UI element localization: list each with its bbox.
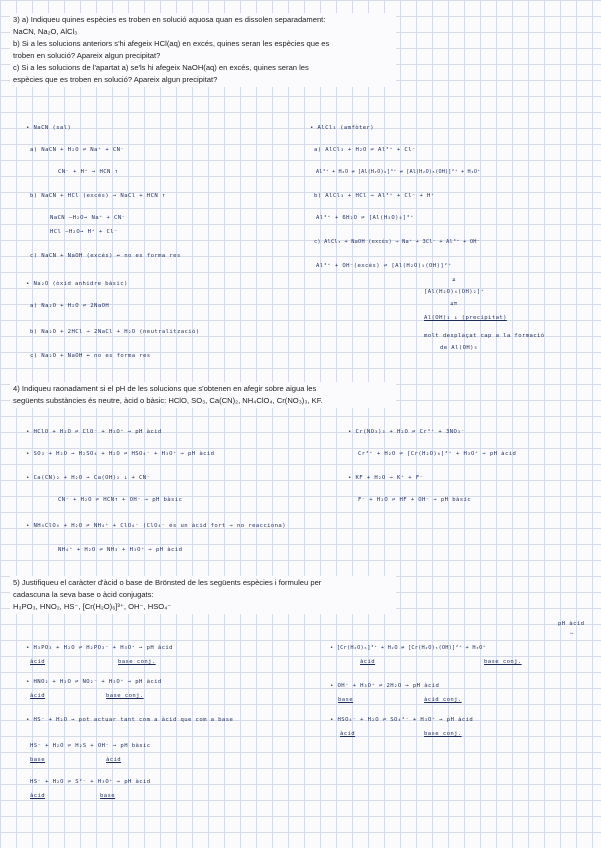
q3-line: espècies que es troben en solució? Apareix algun precipitat? xyxy=(13,75,218,84)
hw-line: molt desplaçat cap a la formació xyxy=(424,333,545,339)
hw-line: • Cr(NO₃)₃ + H₂O ⇌ Cr³⁺ + 3NO₃⁻ xyxy=(348,429,465,435)
hw-line: • OH⁻ + H₃O⁺ ⇌ 2H₂O ⇝ pH àcid xyxy=(330,683,440,689)
hw-line: pH àcid xyxy=(558,621,585,627)
hw-line: Al³⁺ + H₂O ⇌ [Al(H₂O)₆]³⁺ ⇌ [Al(H₂O)₅(OH)]²⁺ + H₃O⁺ xyxy=(316,169,481,175)
hw-label: àcid xyxy=(340,731,356,737)
q5-line: cadascuna la seva base o àcid conjugats: xyxy=(13,590,154,599)
hw-line: • HClO + H₂O ⇌ ClO⁻ + H₃O⁺ ⇝ pH àcid xyxy=(26,429,162,435)
hw-line: a) NaCN + H₂O ⇌ Na⁺ + CN⁻ xyxy=(30,147,125,153)
hw-label: base conj. xyxy=(424,731,462,737)
hw-line: b) AlCl₃ + HCl → Al³⁺ + Cl⁻ + H⁺ xyxy=(314,193,435,199)
hw-line: HCl —H₂O→ H⁺ + Cl⁻ xyxy=(50,229,118,235)
hw-line: • HSO₄⁻ + H₂O ⇌ SO₄²⁻ + H₃O⁺ ⇝ pH àcid xyxy=(330,717,474,723)
hw-label: àcid conj. xyxy=(424,697,462,703)
hw-line: b) Na₂O + 2HCl → 2NaCl + H₂O (neutralització) xyxy=(30,329,200,335)
q3-line: NaCN, Na₂O, AlCl₃ xyxy=(13,27,78,36)
hw-line: CN⁻ + H₂O ⇌ HCN↑ + OH⁻ ⇝ pH bàsic xyxy=(58,497,183,503)
hw-line: c) Na₂O + NaOH ↛ no es forma res xyxy=(30,353,151,359)
hw-label: base xyxy=(30,757,46,763)
hw-label: àcid xyxy=(360,659,376,665)
hw-line: a) AlCl₃ + H₂O ⇌ Al³⁺ + Cl⁻ xyxy=(314,147,416,153)
hw-line: NaCN —H₂O→ Na⁺ + CN⁻ xyxy=(50,215,126,221)
question-3 xyxy=(10,13,396,87)
hw-label: àcid xyxy=(30,693,46,699)
q5-line: 5) Justifiqueu el caràcter d'àcid o base de Brönsted de les següents espècies i formuleu per xyxy=(13,578,322,587)
hw-label: àcid xyxy=(30,659,46,665)
hw-line: a) Na₂O + H₂O ⇌ 2NaOH xyxy=(30,303,110,309)
hw-line: c) NaCN + NaOH (excés) ↛ no es forma res xyxy=(30,253,181,259)
hw-line: ∼ xyxy=(570,631,574,637)
hw-label: base conj. xyxy=(106,693,144,699)
hw-line: • HS⁻ + H₂O ⇝ pot actuar tant com a àcid que com a base xyxy=(26,717,234,723)
hw-line: Al(OH)₃ ↓ (precipitat) xyxy=(424,315,507,321)
hw-label: àcid xyxy=(106,757,122,763)
hw-line: Cr³⁺ + H₂O ⇌ [Cr(H₂O)₆]³⁺ + H₃O⁺ ⇝ pH àcid xyxy=(358,451,517,457)
q3-line: troben en solució? Apareix algun precipitat? xyxy=(13,51,161,60)
hw-line: F⁻ + H₂O ⇌ HF + OH⁻ ⇝ pH bàsic xyxy=(358,497,472,503)
hw-label: base conj. xyxy=(118,659,156,665)
q5-line: H₃PO₃, HNO₂, HS⁻, [Cr(H₂O)₆]³⁺, OH⁻, HSO₄⁻ xyxy=(13,602,172,611)
hw-line: • H₃PO₃ + H₂O ⇌ H₂PO₃⁻ + H₃O⁺ ⇝ pH àcid xyxy=(26,645,173,651)
hw-line: CN⁻ + H⁺ → HCN ↑ xyxy=(58,169,119,175)
hw-line: • Na₂O (òxid anhidre bàsic) xyxy=(26,281,128,287)
hw-line: • NaCN (sal) xyxy=(26,125,72,131)
hw-line: • HNO₂ + H₂O ⇌ NO₂⁻ + H₃O⁺ ⇝ pH àcid xyxy=(26,679,162,685)
hw-line: • [Cr(H₂O)₆]³⁺ + H₂O ⇌ [Cr(H₂O)₅(OH)]²⁺ + H₃O⁺ xyxy=(330,645,486,651)
q3-line: b) Si a les solucions anteriors s'hi afegeix HCl(aq) en excés, quines seran les espècies que es xyxy=(13,39,330,48)
hw-line: ⇊ xyxy=(452,277,456,283)
question-5 xyxy=(10,576,396,614)
hw-line: b) NaCN + HCl (excés) → NaCl + HCN ↑ xyxy=(30,193,166,199)
hw-line: HS⁻ + H₂O ⇌ S²⁻ + H₃O⁺ ⇝ pH àcid xyxy=(30,779,151,785)
hw-line: c) AlCl₃ + NaOH (excés) → Na⁺ + 3Cl⁻ + Al³⁺ + OH⁻ xyxy=(314,239,481,245)
hw-line: Al³⁺ + 6H₂O ⇌ [Al(H₂O)₆]³⁺ xyxy=(316,215,414,221)
hw-line: HS⁻ + H₂O ⇌ H₂S + OH⁻ ⇝ pH bàsic xyxy=(30,743,151,749)
hw-line: ⇊⇈ xyxy=(450,301,458,307)
q4-line: següents substàncies és neutre, àcid o bàsic: HClO, SO₃, Ca(CN)₂, NH₄ClO₄, Cr(NO₃)₃, KF. xyxy=(13,396,323,405)
hw-line: • NH₄ClO₄ + H₂O ⇌ NH₄⁺ + ClO₄⁻ (ClO₄⁻ és un àcid fort → no reacciona) xyxy=(26,523,286,529)
hw-line: • KF + H₂O → K⁺ + F⁻ xyxy=(348,475,424,481)
hw-line: • AlCl₃ (amfòter) xyxy=(310,125,375,131)
hw-label: base conj. xyxy=(484,659,522,665)
q3-line: 3) a) Indiqueu quines espècies es troben en solució aquosa quan es dissolen separadament: xyxy=(13,15,326,24)
hw-line: Al³⁺ + OH⁻(excés) ⇌ [Al(H₂O)₅(OH)]²⁺ xyxy=(316,263,452,269)
hw-line: • Ca(CN)₂ + H₂O → Ca(OH)₂ ↓ + CN⁻ xyxy=(26,475,151,481)
question-4 xyxy=(10,382,396,408)
hw-label: àcid xyxy=(30,793,46,799)
hw-line: de Al(OH)₃ xyxy=(440,345,478,351)
hw-label: base xyxy=(100,793,116,799)
hw-line: NH₄⁺ + H₂O ⇌ NH₃ + H₃O⁺ ⇝ pH àcid xyxy=(58,547,183,553)
hw-line: • SO₃ + H₂O → H₂SO₄ + H₂O ⇌ HSO₄⁻ + H₃O⁺ ⇝ pH àcid xyxy=(26,451,215,457)
hw-line: [Al(H₂O)₄(OH)₂]⁺ xyxy=(424,289,485,295)
q4-line: 4) Indiqueu raonadament si el pH de les solucions que s'obtenen en afegir sobre aigua les xyxy=(13,384,317,393)
hw-label: base xyxy=(338,697,354,703)
q3-line: c) Si a les solucions de l'apartat a) se'ls hi afegeix NaOH(aq) en excés, quines seran les xyxy=(13,63,309,72)
